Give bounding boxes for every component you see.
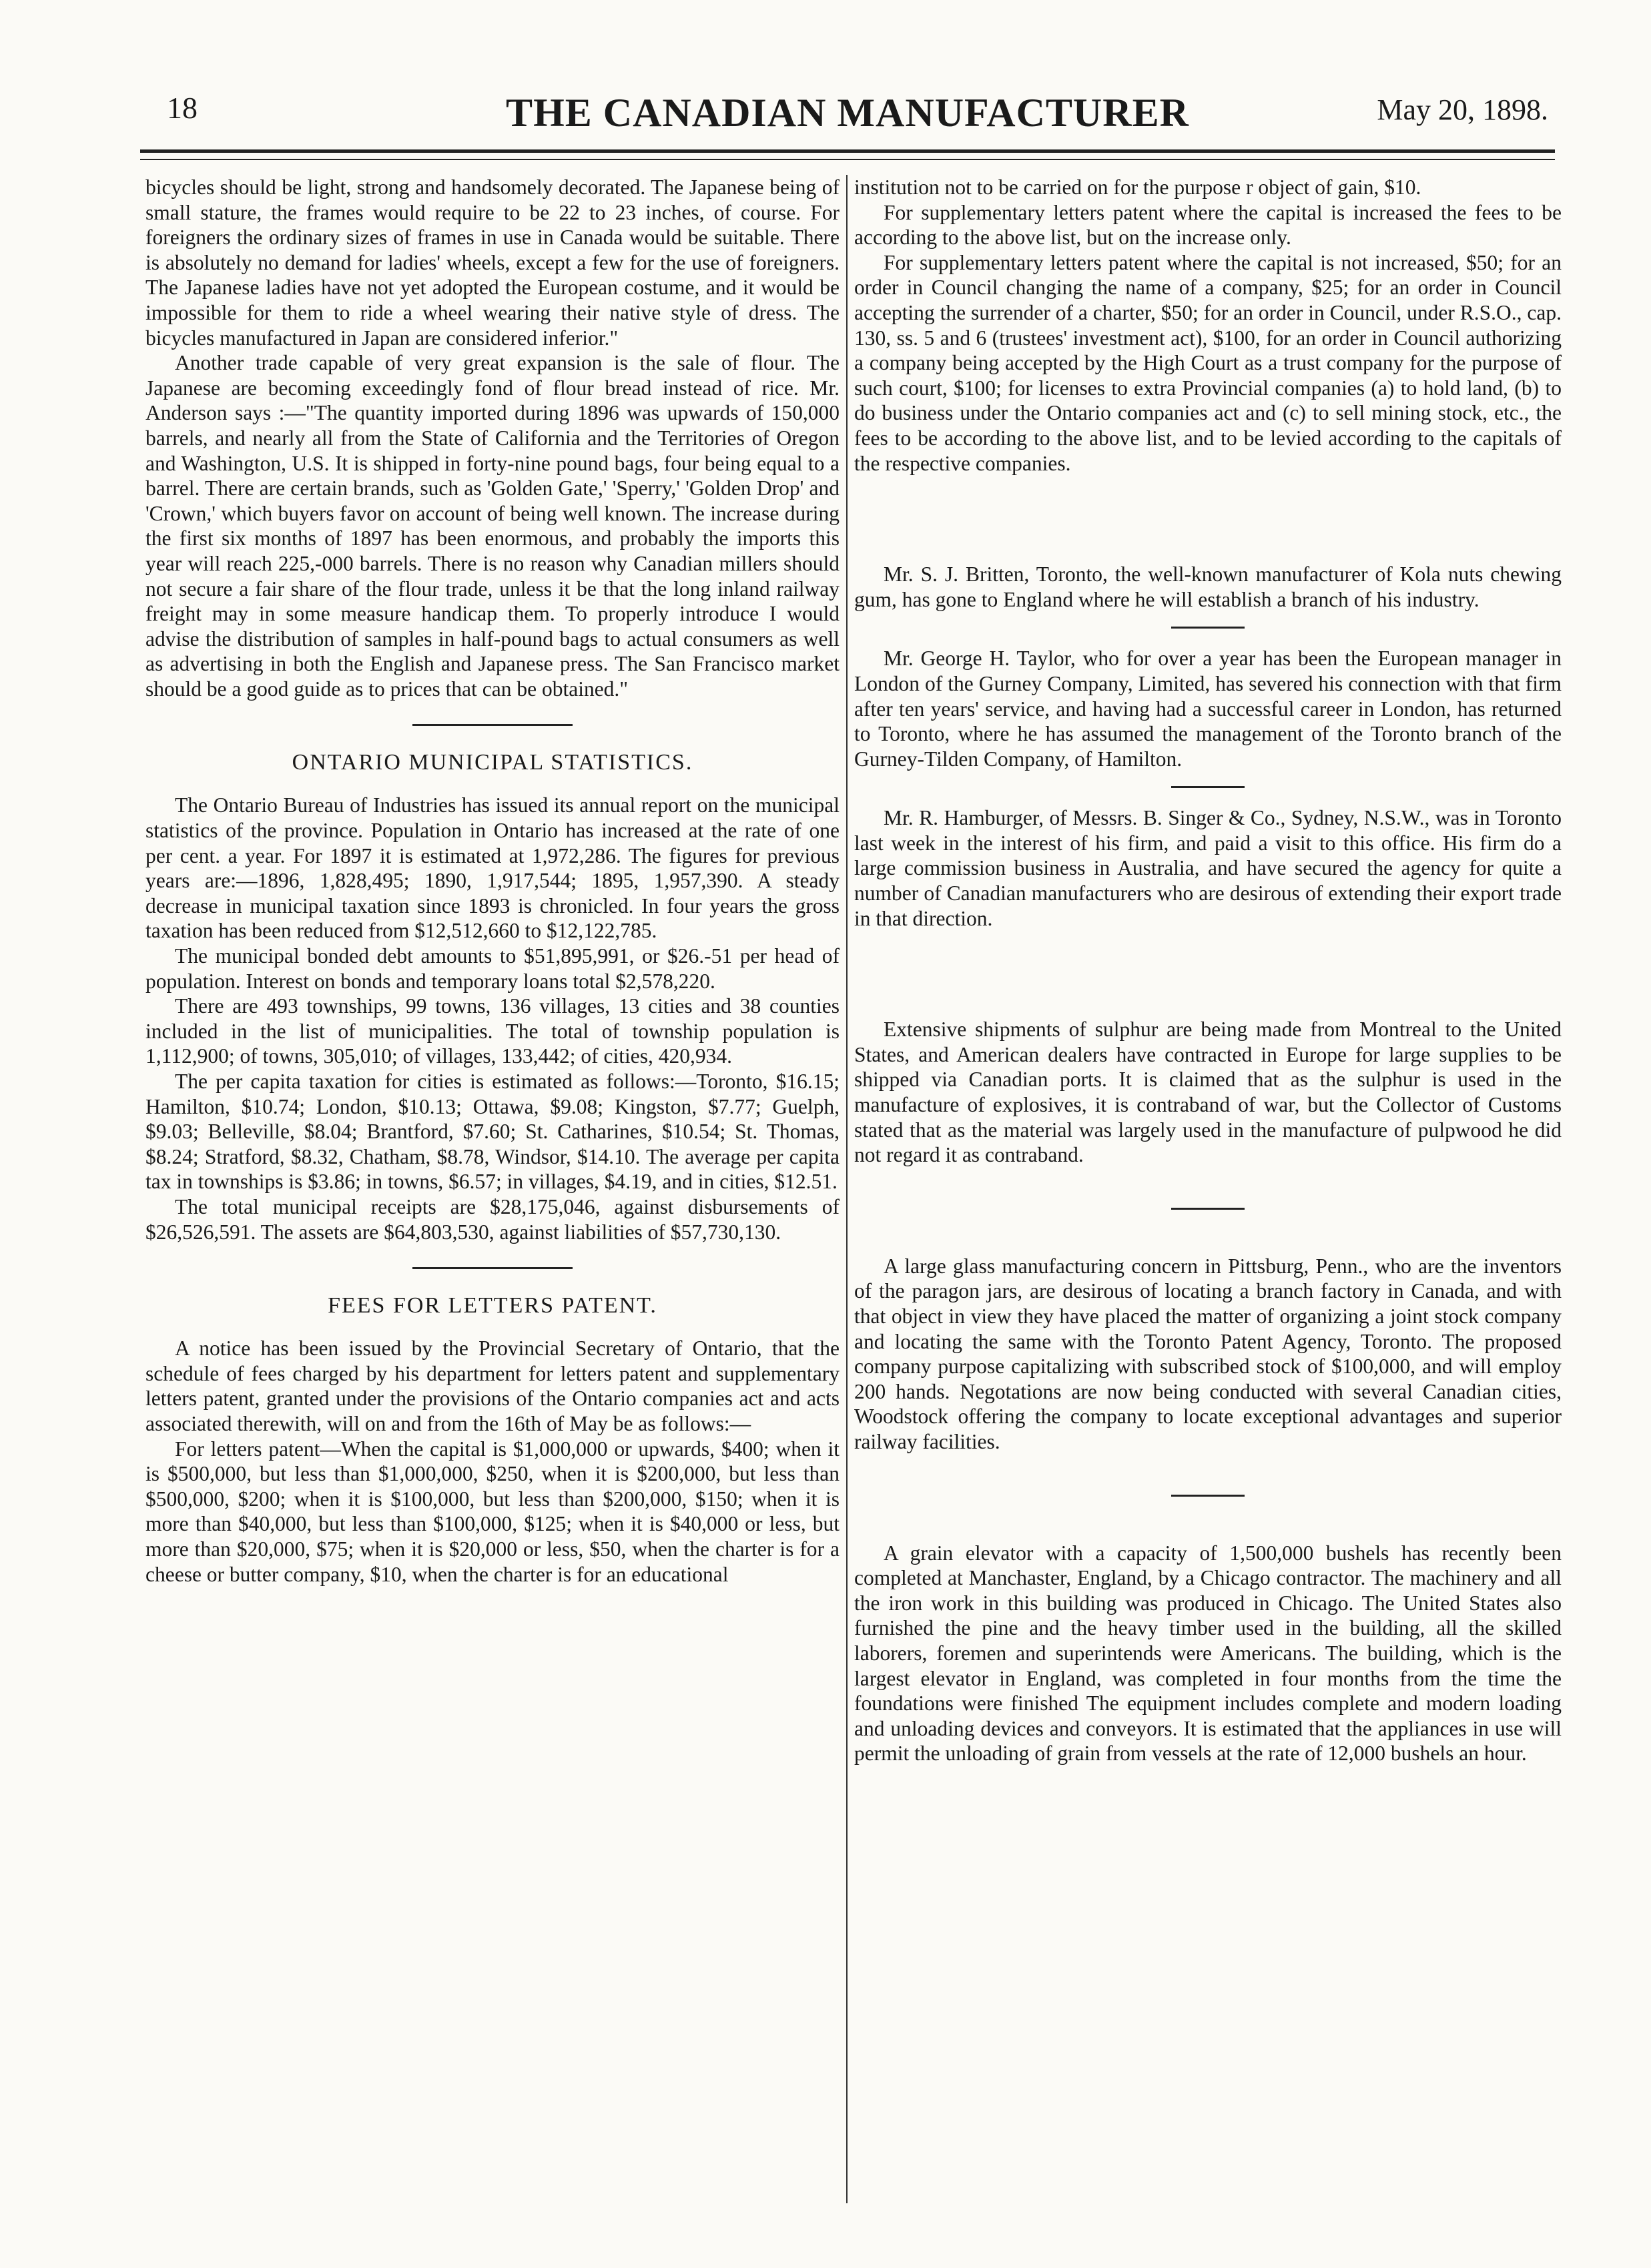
- grain-elevator-news-item: A grain elevator with a capacity of 1,500,000 bushels has recently been completed at Manchaster, England, by a Chicago contractor. The machinery and all the iron work in this building was produced in Chicago. The United States also furnished the pine and the heavy timber used in the building, all the skilled laborers, foremen and superintends were Americans. The building, which is the largest elevator in England, was completed in four months from the time the foundations were finished The equipment includes complete and modern loading and unloading devices and conveyors. It is estimated that the appliances in use will permit the unloading of grain from vessels at the rate of 12,000 bushels an hour.: [854, 1541, 1562, 1766]
- ontario-statistics-heading: ONTARIO MUNICIPAL STATISTICS.: [292, 750, 693, 775]
- britten-news-item: Mr. S. J. Britten, Toronto, the well-known manufacturer of Kola nuts chewing gum, has gone to England where he will establish a branch of his industry.: [854, 562, 1562, 611]
- section-divider: [412, 1267, 573, 1269]
- issue-date: May 20, 1898.: [1377, 93, 1548, 126]
- left-column: [145, 175, 840, 1587]
- flour-trade-paragraph: Another trade capable of very great expansion is the sale of flour. The Japanese are becoming exceedingly fond of flour bread instead of rice. Mr. Anderson says :—"The quantity imported during 1896 was upwards of 150,000 barrels, and nearly all from the State of California and the Territories of Oregon and Washington, U.S. It is shipped in forty-nine pound bags, four being equal to a barrel. There are certain brands, such as 'Golden Gate,' 'Sperry,' 'Golden Drop' and 'Crown,' which buyers favor on account of being well known. The increase during the first six months of 1897 has been enormous, and probably the imports this year will reach 225,-000 barrels. There is no reason why Canadian millers should not secure a fair share of the flour trade, unless it be that the long inland railway freight may in some measure handicap them. To properly introduce I would advise the distribution of samples in half-pound bags to actual consumers as well as advertising in both the English and Japanese press. The San Francisco market should be a good guide as to prices that can be obtained.": [145, 351, 840, 701]
- column-divider: [846, 175, 848, 2203]
- page-number: 18: [167, 91, 198, 125]
- fees-continued-paragraph: For supplementary letters patent where the capital is increased the fees to be according to the above list, but on the increase only.: [854, 200, 1562, 250]
- sulphur-news-item: Extensive shipments of sulphur are being made from Montreal to the United States, and American dealers have contracted in Europe for large supplies to be shipped via Canadian ports. It is claimed that as the sulphur is used in the manufacture of explosives, it is contraband of war, but the Collector of Customs stated that as the material was largely used in the manufacture of pulpwood he did not regard it as contraband.: [854, 1018, 1562, 1167]
- taylor-news-item: Mr. George H. Taylor, who for over a year has been the European manager in London of the Gurney Company, Limited, has severed his connection with that firm after ten years' service, and having had a successful career in London, has returned to Toronto, where he has assumed the management of the Toronto branch of the Gurney-Tilden Company, of Hamilton.: [854, 647, 1562, 771]
- ontario-paragraph: The municipal bonded debt amounts to $51,895,991, or $26.-51 per head of population. Interest on bonds and temporary loans total $2,578,220.: [145, 944, 840, 993]
- page-header: [147, 90, 1548, 143]
- ontario-paragraph: The Ontario Bureau of Industries has issued its annual report on the municipal statistics of the province. Population in Ontario has increased at the rate of one per cent. a year. For 1897 it is estimated at 1,972,286. The figures for previous years are:—1896, 1,828,495; 1890, 1,917,544; 1895, 1,957,390. A steady decrease in municipal taxation since 1893 is chronicled. In four years the gross taxation has been reduced from $12,512,660 to $12,122,785.: [145, 793, 840, 943]
- fees-paragraph: For letters patent—When the capital is $1,000,000 or upwards, $400; when it is $500,000, but less than $1,000,000, $250, when it is $200,000, but less than $500,000, $200; when it is $100,000, but less than $200,000, $150; when it is more than $40,000, but less than $100,000, $125; when it is $40,000 or less, but more than $20,000, $75; when it is $20,000 or less, $50, when the charter is for a cheese or butter company, $10, when the charter is for an educational: [145, 1437, 840, 1586]
- ontario-paragraph: There are 493 townships, 99 towns, 136 villages, 13 cities and 38 counties included in the list of municipalities. The total of township population is 1,112,900; of towns, 305,010; of villages, 133,442; of cities, 420,934.: [145, 994, 840, 1068]
- bicycles-continued-paragraph: bicycles should be light, strong and handsomely decorated. The Japanese being of small stature, the frames would require to be 22 to 23 inches, of course. For foreigners the ordinary sizes of frames in use in Canada would be suitable. There is absolutely no demand for ladies' wheels, except a few for the use of foreigners. The Japanese ladies have not yet adopted the European costume, and it would be impossible for them to ride a wheel wearing their native style of dress. The bicycles manufactured in Japan are considered inferior.": [145, 175, 840, 350]
- fees-letters-patent-heading: FEES FOR LETTERS PATENT.: [328, 1293, 657, 1318]
- right-column: [854, 175, 1562, 1766]
- fees-paragraph: A notice has been issued by the Provincial Secretary of Ontario, that the schedule of fees charged by his department for letters patent and supplementary letters patent, granted under the provisions of the Ontario companies act and acts associated therewith, will on and from the 16th of May be as follows:—: [145, 1337, 840, 1435]
- fees-continued-paragraph: institution not to be carried on for the purpose r object of gain, $10.: [854, 175, 1421, 199]
- item-divider: [1171, 627, 1245, 629]
- section-divider: [412, 724, 573, 726]
- item-divider: [1171, 1495, 1245, 1497]
- header-rule-thick: [140, 149, 1555, 153]
- fees-continued-paragraph: For supplementary letters patent where the capital is not increased, $50; for an order in Council changing the name of a company, $25; for an order in Council accepting the surrender of a charter, $50; for an order in Council, under R.S.O., cap. 130, ss. 5 and 6 (trustees' investment act), $100, for an order in Council authorizing a company being accepted by the High Court as a trust company for the purpose of such court, $100; for licenses to extra Provincial companies (a) to hold land, (b) to do business under the Ontario companies act and (c) to sell mining stock, etc., the fees to be according to the above list, and to be levied according to the capitals of the respective companies.: [854, 250, 1562, 475]
- masthead-title: THE CANADIAN MANUFACTURER: [506, 91, 1189, 135]
- ontario-paragraph: The total municipal receipts are $28,175,046, against disbursements of $26,526,591. The assets are $64,803,530, against liabilities of $57,730,130.: [145, 1194, 840, 1244]
- item-divider: [1171, 1208, 1245, 1210]
- hamburger-news-item: Mr. R. Hamburger, of Messrs. B. Singer & Co., Sydney, N.S.W., was in Toronto last week in the interest of his firm, and paid a visit to this office. His firm do a large commission business in Australia, and have secured the agency for quite a number of Canadian manufacturers who are desirous of extending their export trade in that direction.: [854, 806, 1562, 930]
- header-rule-thin: [140, 159, 1555, 160]
- glass-factory-news-item: A large glass manufacturing concern in Pittsburg, Penn., who are the inventors of the paragon jars, are desirous of locating a branch factory in Canada, and with that object in view they have placed the matter of organizing a joint stock company and locating the same with the Toronto Patent Agency, Toronto. The proposed company purpose capitalizing with subscribed stock of $100,000, and will employ 200 hands. Negotations are now being conducted with several Canadian cities, Woodstock offering the company to locate exceptional advantages and superior railway facilities.: [854, 1254, 1562, 1453]
- ontario-paragraph: The per capita taxation for cities is estimated as follows:—Toronto, $16.15; Hamilton, $10.74; London, $10.13; Ottawa, $9.08; Kingston, $7.77; Guelph, $9.03; Belleville, $8.04; Brantford, $7.60; St. Catharines, $10.54; St. Thomas, $8.24; Stratford, $8.32, Chatham, $8.78, Windsor, $14.10. The average per capita tax in townships is $3.86; in towns, $6.57; in villages, $4.19, and in cities, $12.51.: [145, 1070, 840, 1194]
- item-divider: [1171, 786, 1245, 788]
